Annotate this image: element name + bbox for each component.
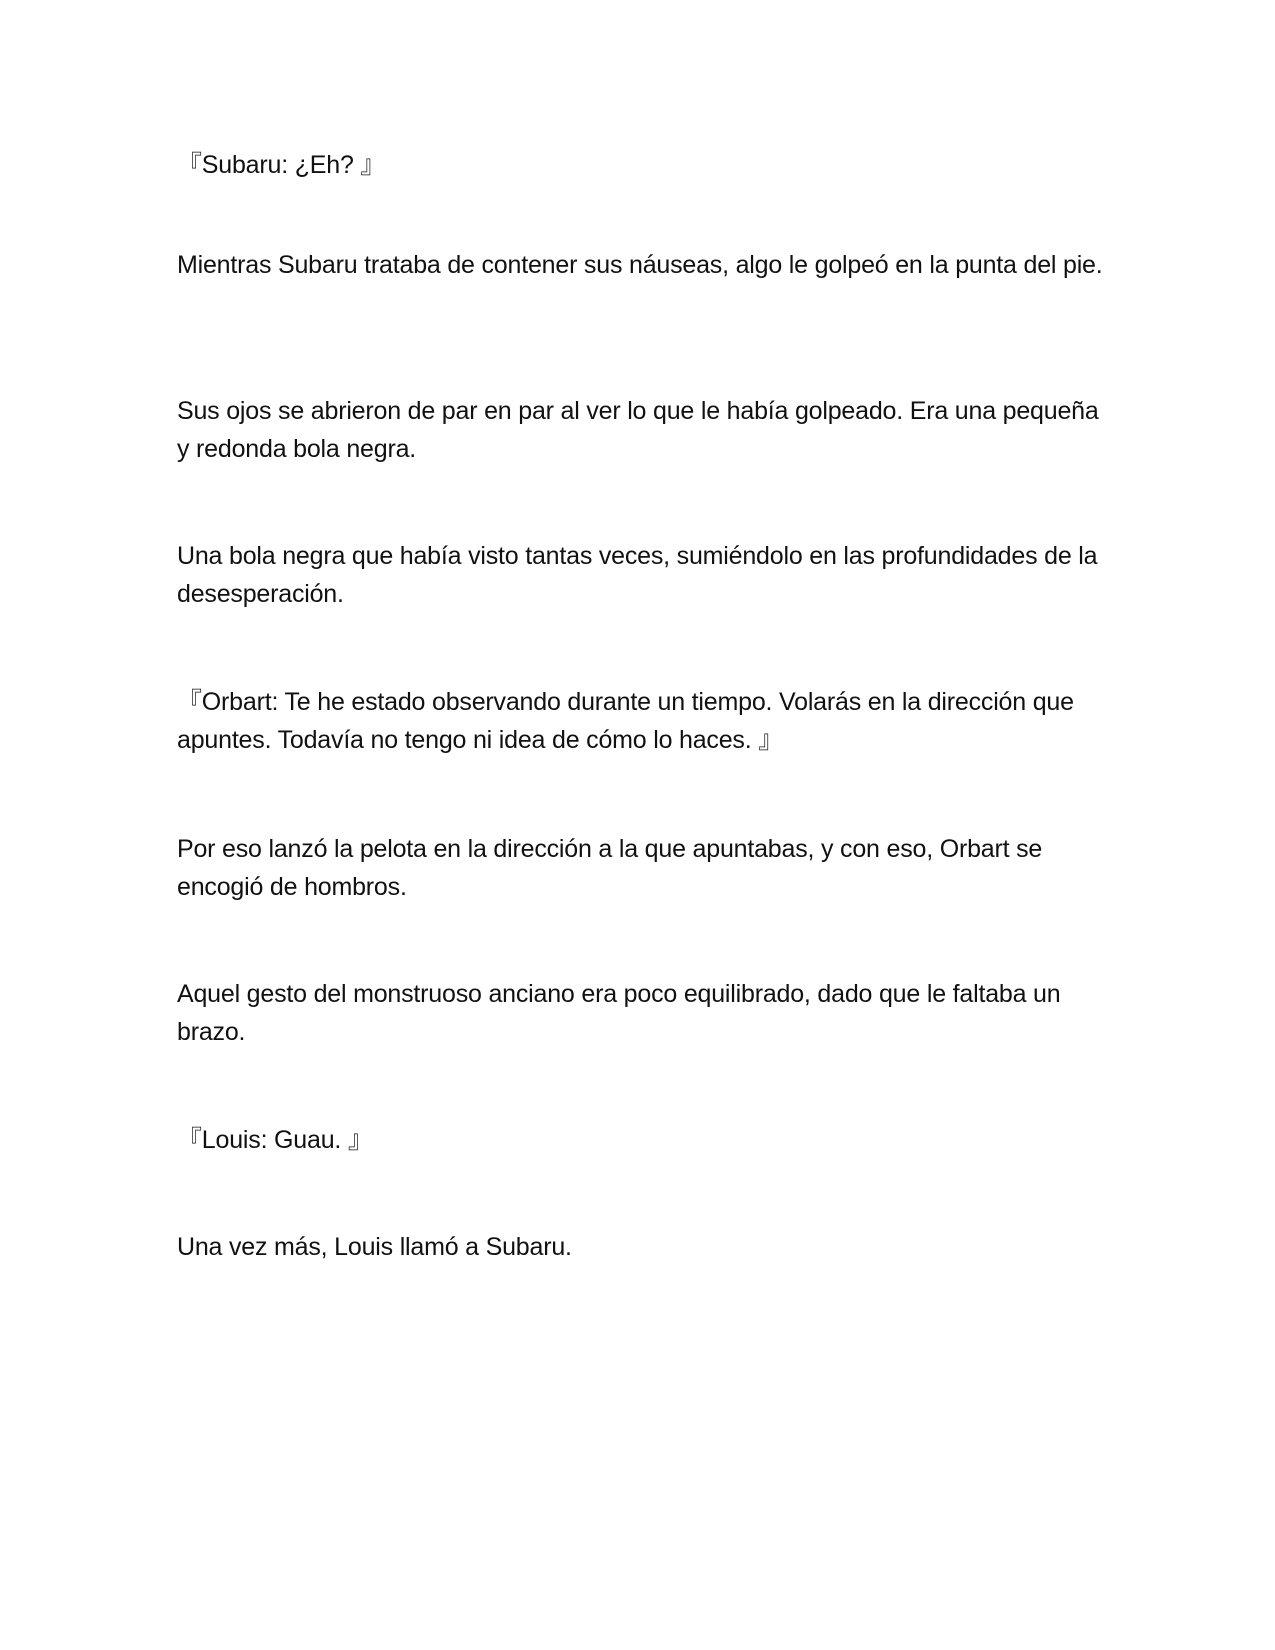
dialogue-subaru: 『Subaru: ¿Eh? 』 [177, 151, 386, 179]
narration-paragraph: Aquel gesto del monstruoso anciano era poco equilibrado, dado que le faltaba un brazo. [177, 980, 1061, 1046]
narration-paragraph: Una vez más, Louis llamó a Subaru. [177, 1233, 572, 1261]
narration-paragraph: Una bola negra que había visto tantas veces, sumiéndolo en las profundidades de la desesperación. [177, 542, 1098, 608]
narration-paragraph: Mientras Subaru trataba de contener sus náuseas, algo le golpeó en la punta del pie. [177, 251, 1103, 279]
narration-paragraph: Por eso lanzó la pelota en la dirección a la que apuntabas, y con eso, Orbart se encogió de hombros. [177, 835, 1043, 901]
dialogue-orbart: 『Orbart: Te he estado observando durante un tiempo. Volarás en la dirección que apuntes. Todavía no tengo ni idea de cómo lo haces. 』 [177, 688, 1074, 754]
narration-paragraph: Sus ojos se abrieron de par en par al ver lo que le había golpeado. Era una pequeña y redonda bola negra. [177, 397, 1099, 463]
dialogue-louis: 『Louis: Guau. 』 [177, 1126, 373, 1154]
